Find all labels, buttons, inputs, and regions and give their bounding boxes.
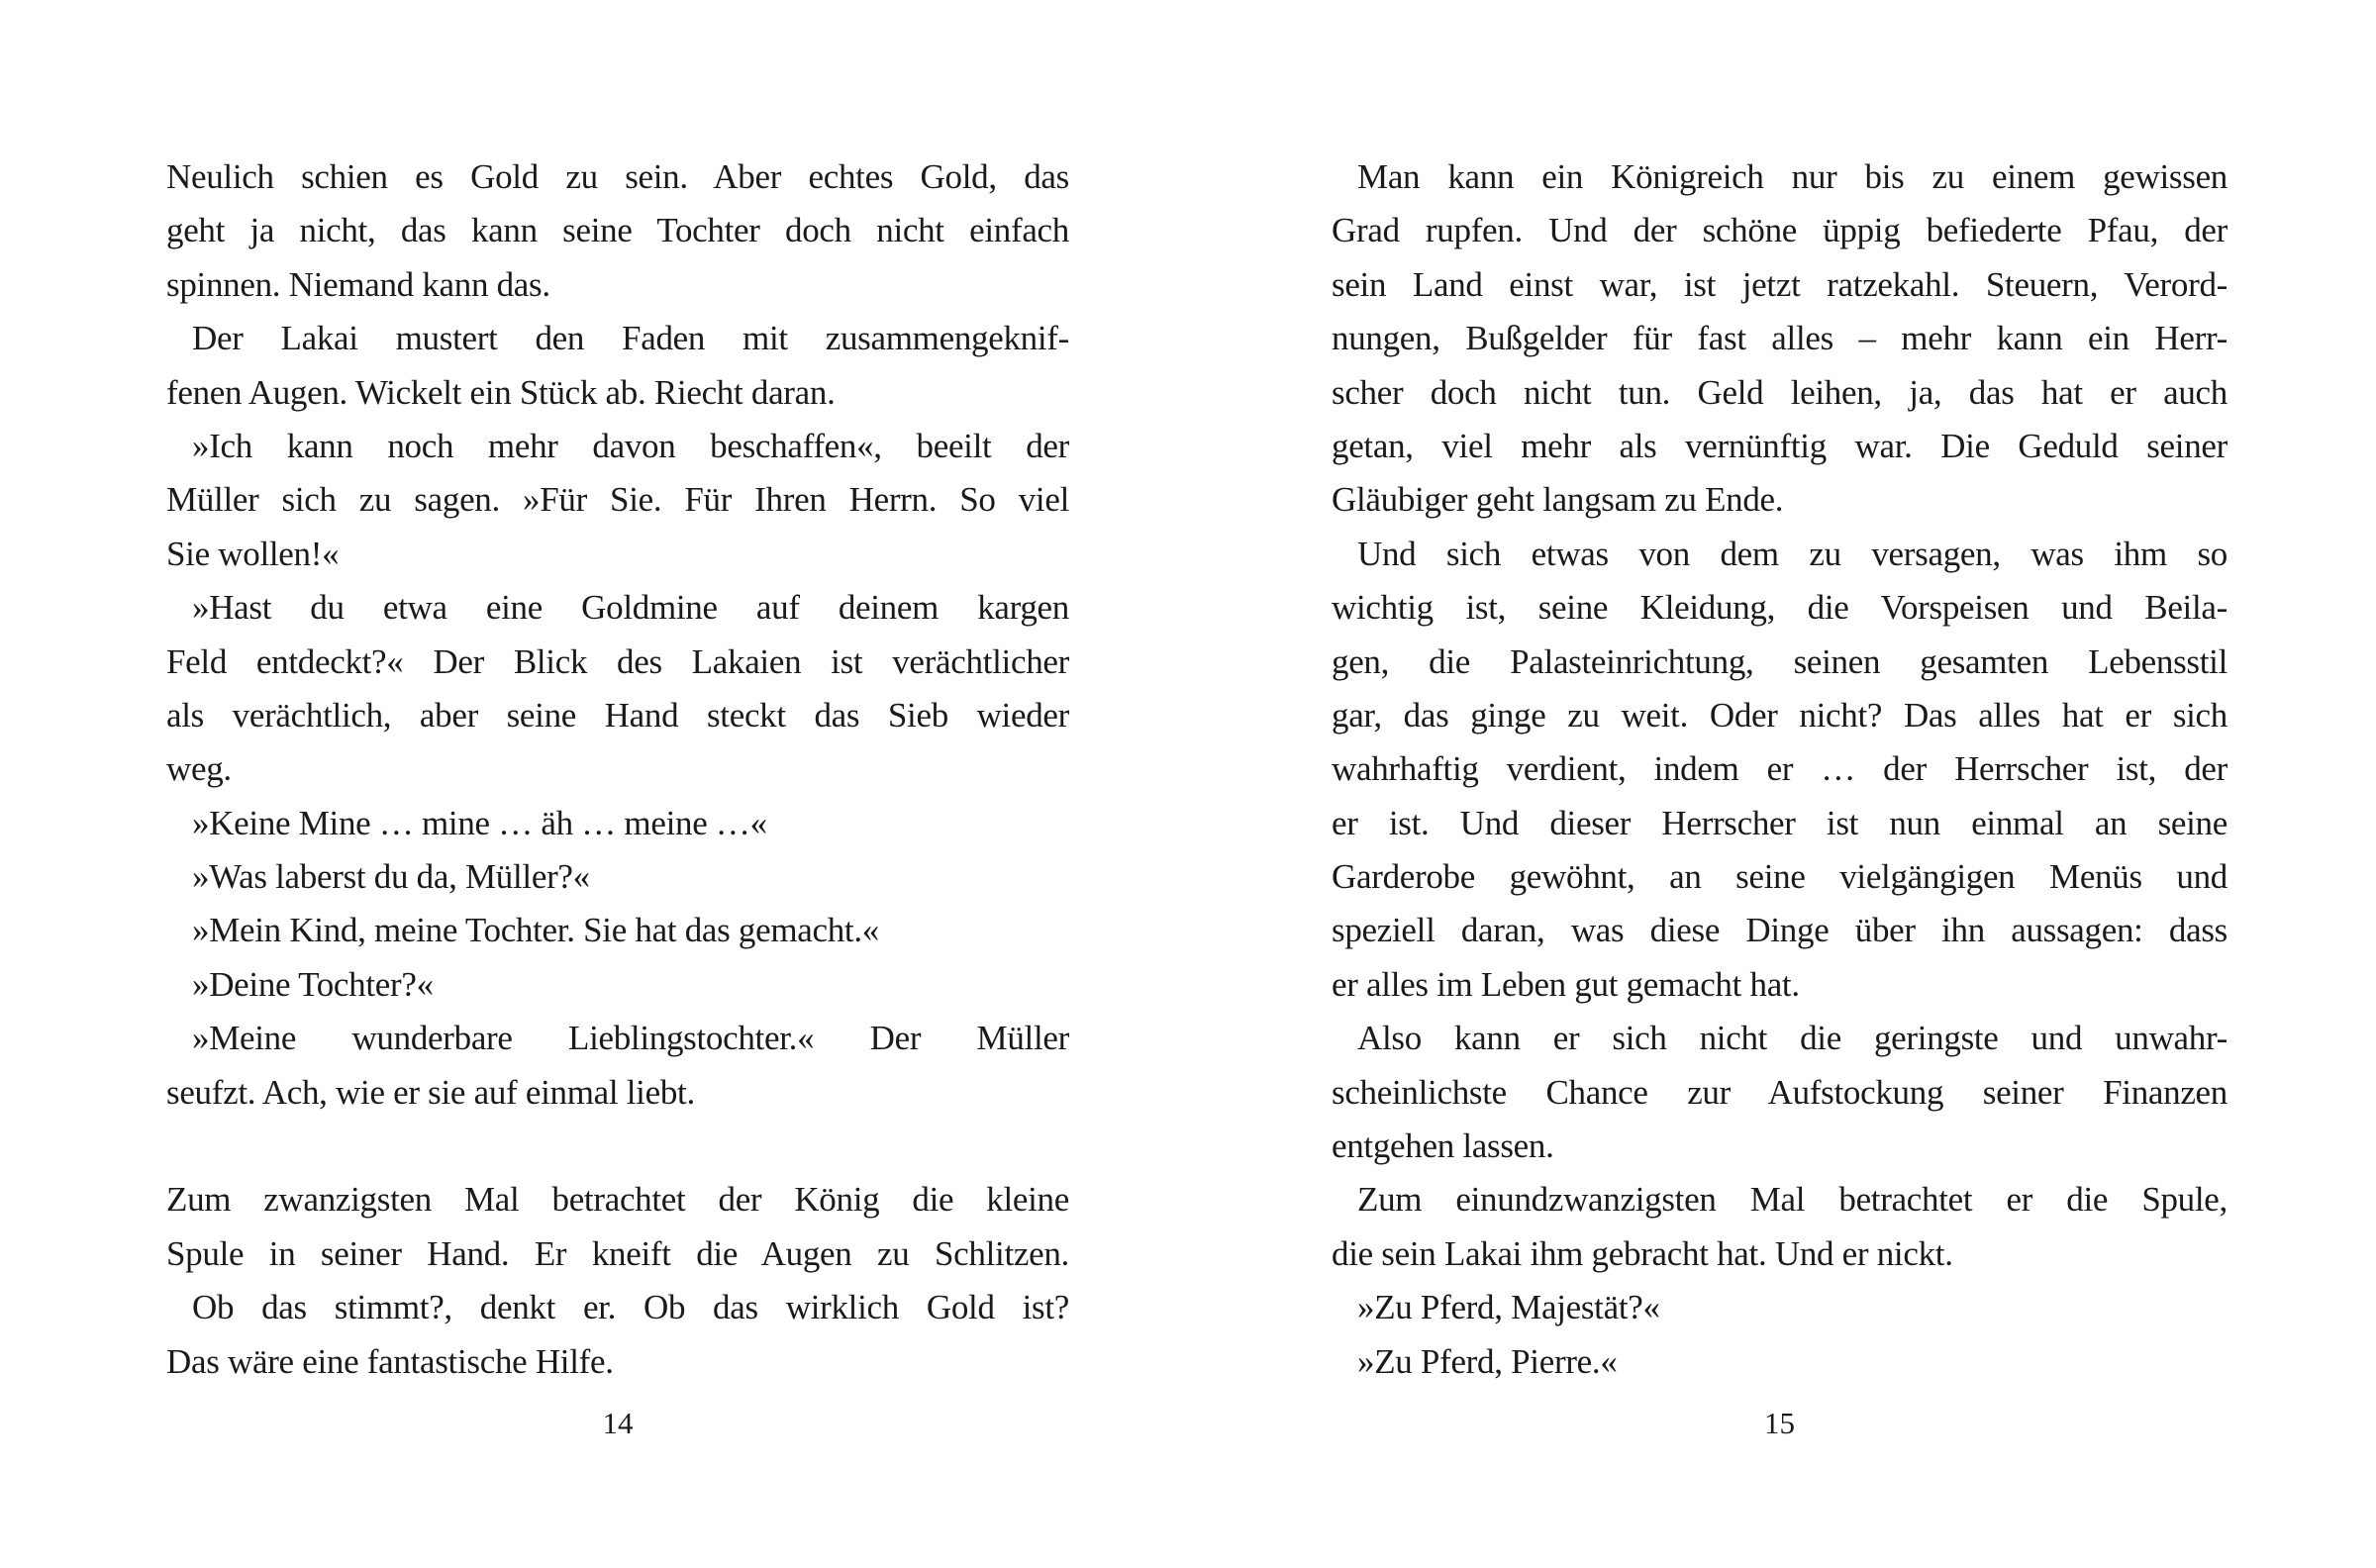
text-line: scher doch nicht tun. Geld leihen, ja, das hat er auch [1332,372,2228,412]
text-line: fenen Augen. Wickelt ein Stück ab. Riecht daran. [166,372,836,412]
text-line: Neulich schien es Gold zu sein. Aber echtes Gold, das [166,157,1069,196]
text-line: »Hast du etwa eine Goldmine auf deinem kargen [192,588,1069,628]
text-line: die sein Lakai ihm gebracht hat. Und er nickt. [1332,1233,1953,1273]
text-line: »Ich kann noch mehr davon beschaffen«, beeilt der [192,426,1069,465]
text-line: Zum einundzwanzigsten Mal betrachtet er die Spule, [1357,1180,2228,1220]
text-line: Ob das stimmt?, denkt er. Ob das wirklich Gold ist? [192,1288,1069,1327]
text-line: Man kann ein Königreich nur bis zu einem gewissen [1357,157,2228,196]
text-line: Gläubiger geht langsam zu Ende. [1332,480,1784,520]
text-line: seufzt. Ach, wie er sie auf einmal liebt. [166,1072,695,1112]
text-line: nungen, Bußgelder für fast alles – mehr kann ein Herr- [1332,319,2228,358]
text-line: sein Land einst war, ist jetzt ratzekahl. Steuern, Verord- [1332,264,2228,304]
text-line: entgehen lassen. [1332,1127,1554,1166]
text-line: Zum zwanzigsten Mal betrachtet der König die kleine [166,1180,1069,1220]
text-line: spinnen. Niemand kann das. [166,264,550,304]
text-line: »Was laberst du da, Müller?« [192,857,590,897]
page-left [166,150,1069,1389]
text-line: wahrhaftig verdient, indem er … der Herrscher ist, der [1332,749,2228,789]
text-line: »Zu Pferd, Majestät?« [1357,1288,1660,1327]
text-line: Und sich etwas von dem zu versagen, was ihm so [1357,534,2228,573]
page-number-left: 14 [602,1406,634,1440]
text-line: geht ja nicht, das kann seine Tochter doch nicht einfach [166,211,1069,250]
text-line: Der Lakai mustert den Faden mit zusammengeknif- [192,319,1069,358]
text-line: er ist. Und dieser Herrscher ist nun einmal an seine [1332,803,2228,842]
text-line: »Zu Pferd, Pierre.« [1357,1341,1618,1381]
text-line: gen, die Palasteinrichtung, seinen gesamten Lebensstil [1332,641,2228,681]
text-line: Grad rupfen. Und der schöne üppig befiederte Pfau, der [1332,211,2228,250]
text-line: Sie wollen!« [166,534,340,573]
page-right-lines [1332,150,2228,1389]
text-line: Spule in seiner Hand. Er kneift die Augen zu Schlitzen. [166,1233,1069,1273]
text-line: er alles im Leben gut gemacht hat. [1332,964,1800,1004]
text-line: »Deine Tochter?« [192,964,434,1004]
text-line: gar, das ginge zu weit. Oder nicht? Das alles hat er sich [1332,695,2228,735]
text-line: Müller sich zu sagen. »Für Sie. Für Ihren Herrn. So viel [166,480,1069,520]
page-left-lines [166,150,1069,1389]
text-line: als verächtlich, aber seine Hand steckt das Sieb wieder [166,695,1069,735]
text-line: getan, viel mehr als vernünftig war. Die Geduld seiner [1332,426,2228,465]
text-line: Feld entdeckt?« Der Blick des Lakaien ist verächtlicher [166,641,1069,681]
page-number-right: 15 [1764,1406,1795,1440]
text-line: »Meine wunderbare Lieblingstochter.« Der Müller [192,1019,1069,1058]
text-line: Das wäre eine fantastische Hilfe. [166,1341,614,1381]
text-line: »Keine Mine … mine … äh … meine …« [192,803,767,842]
text-line: Garderobe gewöhnt, an seine vielgängigen Menüs und [1332,857,2228,897]
text-line: scheinlichste Chance zur Aufstockung seiner Finanzen [1332,1072,2228,1112]
text-line: »Mein Kind, meine Tochter. Sie hat das gemacht.« [192,911,880,950]
blank-line [166,1120,1069,1173]
text-line: weg. [166,749,232,789]
text-line: speziell daran, was diese Dinge über ihn aussagen: dass [1332,911,2228,950]
text-line: wichtig ist, seine Kleidung, die Vorspeisen und Beila- [1332,588,2228,628]
text-line: Also kann er sich nicht die geringste und unwahr- [1357,1019,2228,1058]
page-right [1332,150,2228,1389]
